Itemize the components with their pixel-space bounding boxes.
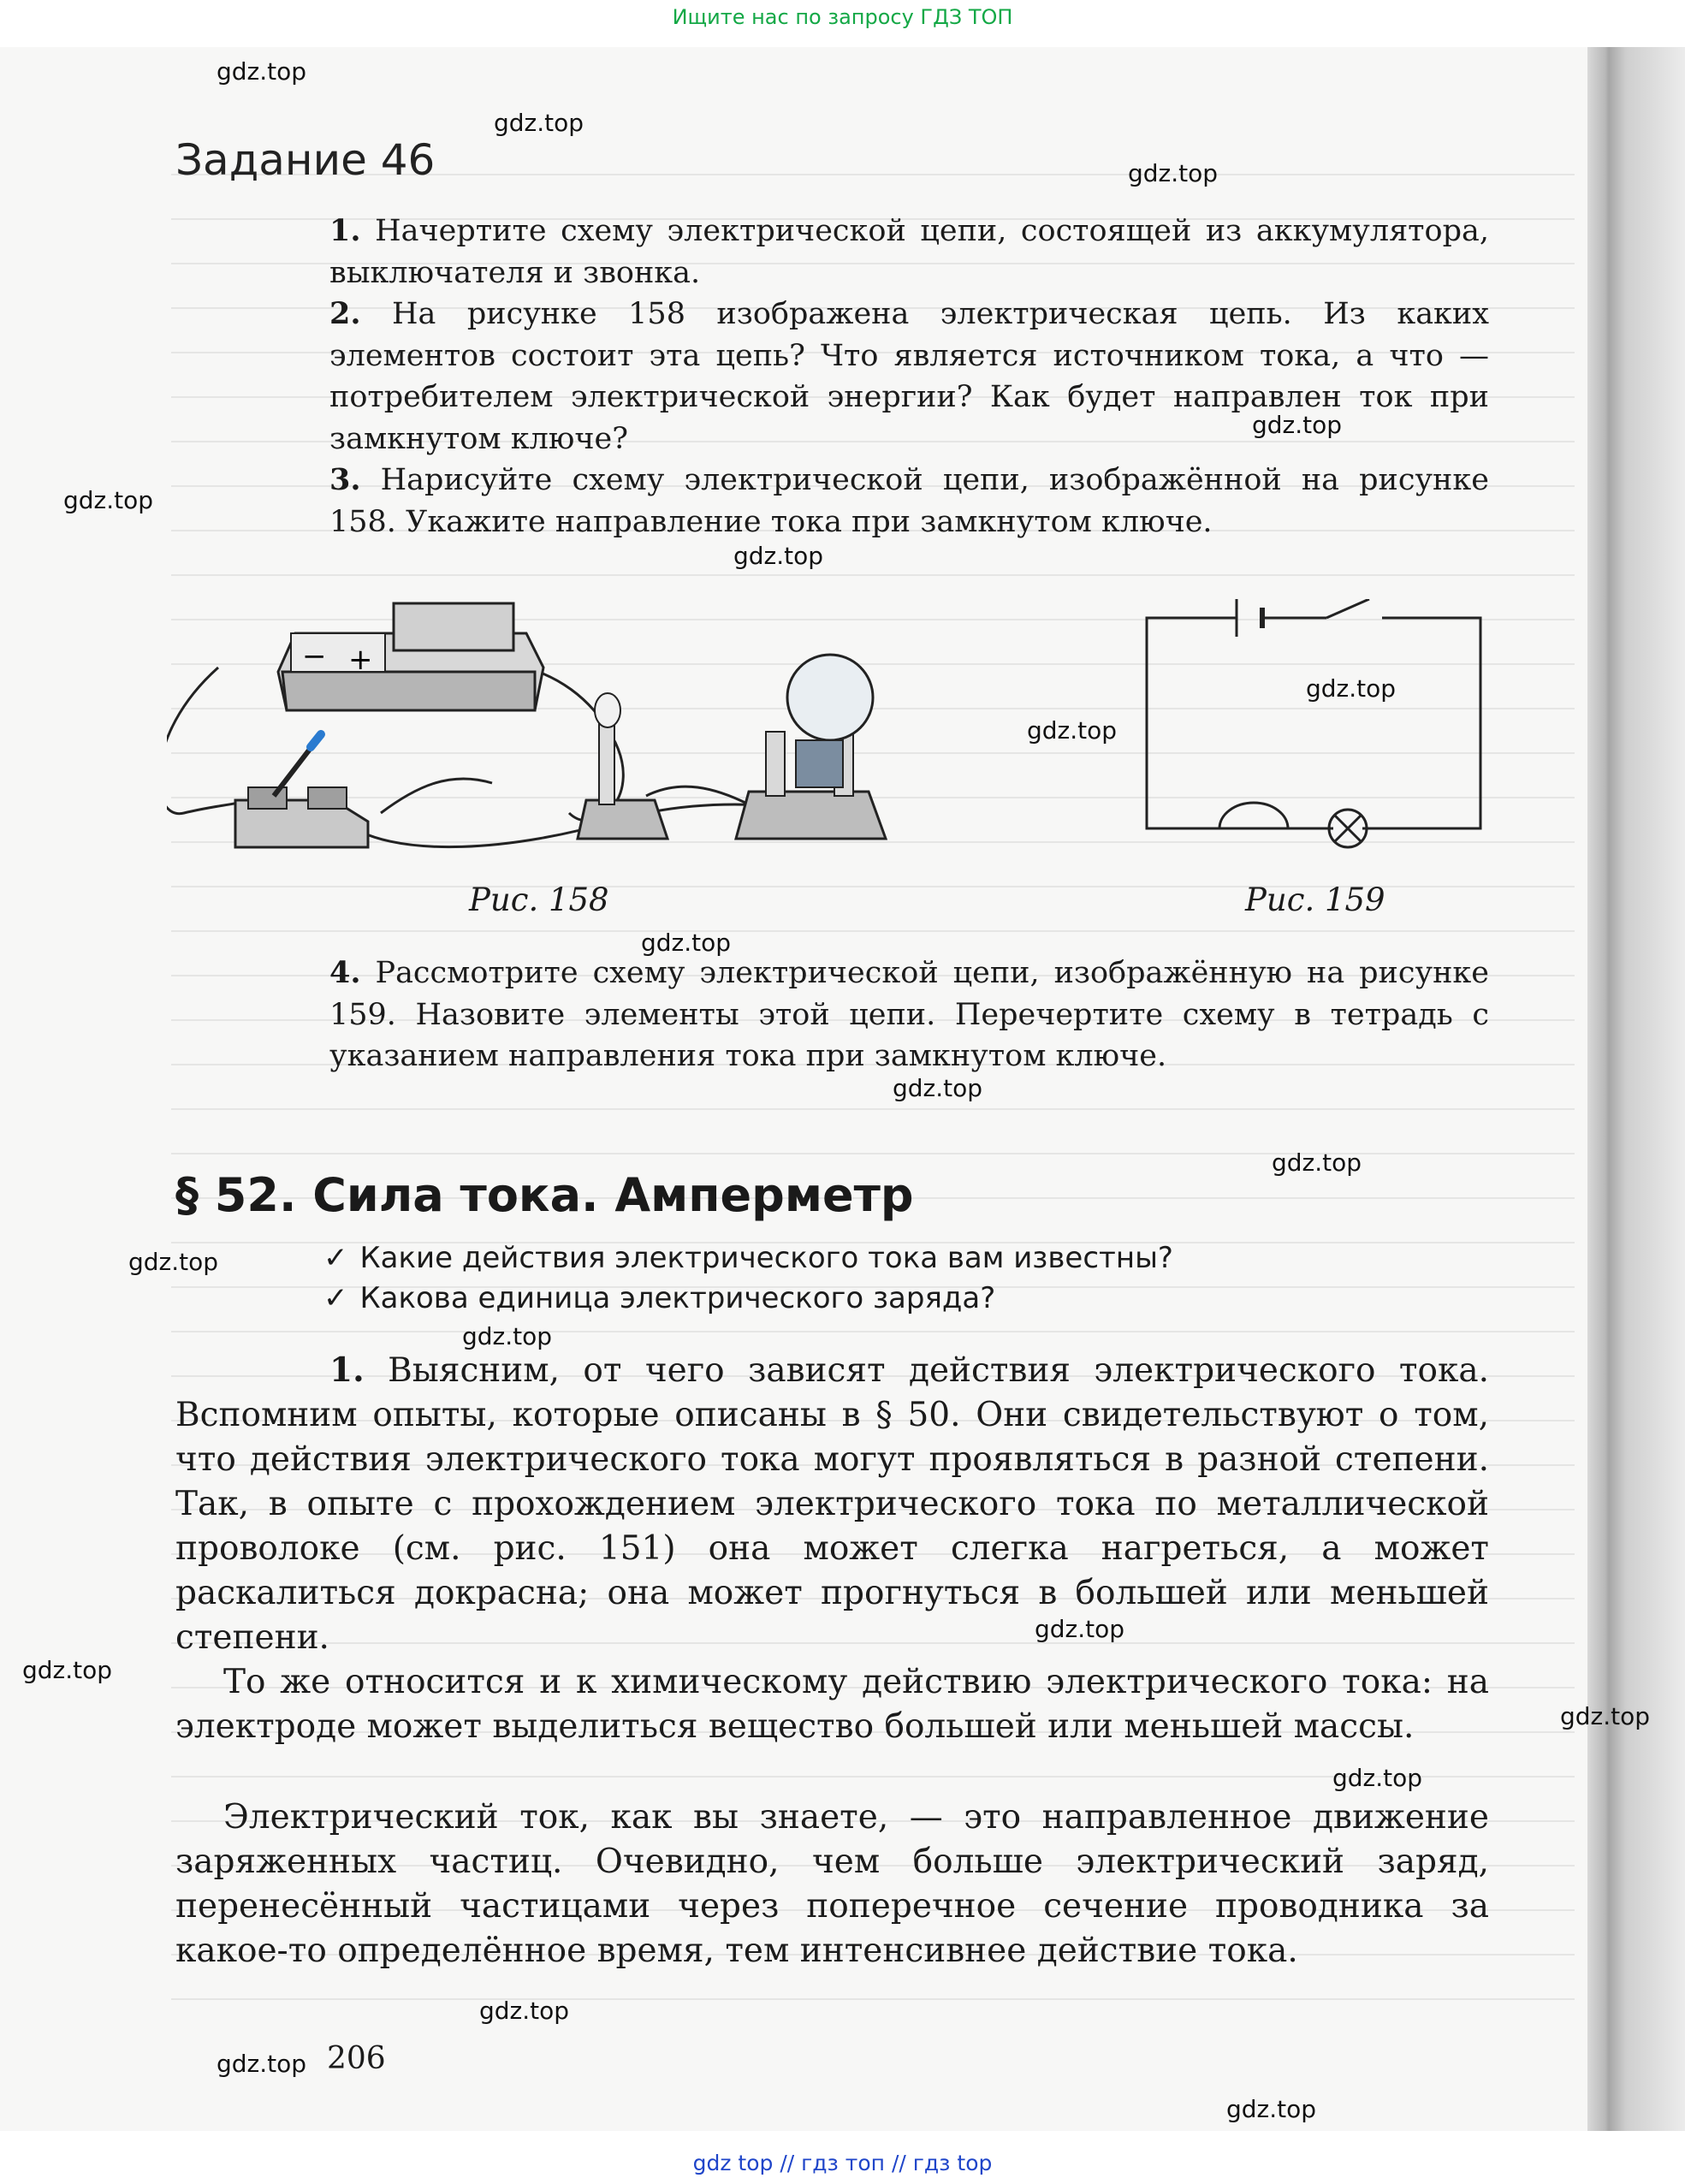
switch-blade: [1326, 599, 1369, 618]
switch-drawing: [235, 734, 368, 847]
question-2: [323, 1281, 995, 1315]
schematic-wire: [1362, 618, 1480, 828]
task-title: Задание 46: [175, 135, 436, 185]
check-icon: ✓: [323, 1241, 348, 1275]
bell-drawing: [736, 655, 886, 839]
figure-159: [1138, 599, 1498, 856]
watermark: gdz.top: [479, 1997, 570, 2025]
question-text: Какова единица электрического заряда?: [359, 1281, 996, 1315]
figure-158: [167, 591, 1151, 899]
watermark: gdz.top: [217, 2050, 307, 2078]
paragraph-3: Электрический ток, как вы знаете, — это направленное движение заряженных частиц. Очевидно, чем больше электрический заряд, перенесённый частицами через поперечное сечение проводника за какое-то определённое время, тем интенсивнее действие тока.: [175, 1798, 1489, 1970]
question-1: [323, 1241, 1173, 1275]
item-text: На рисунке 158 изображена электрическая цепь. Из каких элементов состоит эта цепь? Что является источником тока, а что — потребителем электрической энергии? Как будет направлен ток при замкнутом ключе?: [329, 297, 1489, 456]
task-item-1: [329, 211, 1489, 294]
battery-plus-label: +: [348, 643, 373, 677]
watermark: gdz.top: [494, 109, 584, 137]
watermark: gdz.top: [1560, 1702, 1651, 1730]
schematic-wire: [1147, 618, 1237, 828]
watermark: gdz.top: [63, 486, 154, 514]
watermark: gdz.top: [893, 1074, 983, 1102]
item-text: Нарисуйте схему электрической цепи, изображённой на рисунке 158. Укажите направление тока при замкнутом ключе.: [329, 463, 1489, 539]
bell-symbol: [1207, 803, 1301, 828]
watermark: gdz.top: [1128, 159, 1219, 187]
paragraph-1: [175, 1348, 1489, 1660]
watermark: gdz.top: [1332, 1764, 1423, 1792]
item-number: 3.: [329, 462, 361, 497]
paragraph-text: Выясним, от чего зависят действия электрического тока. Вспомним опыты, которые описаны в § 50. Они свидетельствуют о том, что действия электрического тока могут проявляться в разной степени. Так, в опыте с прохождением электрического тока по металлической проволоке (см. рис. 151) она может слегка нагреться, а может раскалиться докрасна; она может прогнуться в большей или меньшей степени.: [175, 1351, 1490, 1657]
item-number: 1.: [329, 213, 361, 248]
battery-minus-label: −: [302, 639, 327, 674]
paragraph-number: 1.: [329, 1350, 365, 1390]
paragraph-2: То же относится и к химическому действию электрического тока: на электроде может выделиться вещество большей или меньшей массы.: [175, 1663, 1489, 1746]
watermark: gdz.top: [1272, 1148, 1362, 1177]
watermark: gdz.top: [1306, 674, 1397, 703]
book-spine: [1587, 47, 1685, 2131]
section-title: § 52. Сила тока. Амперметр: [175, 1168, 914, 1222]
watermark: gdz.top: [22, 1656, 113, 1684]
task-item-4: [329, 953, 1489, 1077]
watermark: gdz.top: [1252, 411, 1343, 439]
watermark: gdz.top: [1226, 2095, 1317, 2123]
item-number: 2.: [329, 296, 361, 331]
task-item-3: [329, 460, 1489, 543]
bottom-banner[interactable]: gdz top // гдз топ // гдз top: [692, 2151, 993, 2175]
watermark: gdz.top: [462, 1322, 553, 1350]
watermark: gdz.top: [1035, 1615, 1125, 1643]
watermark: gdz.top: [217, 57, 307, 86]
question-text: Какие действия электрического тока вам известны?: [359, 1241, 1173, 1275]
item-text: Рассмотрите схему электрической цепи, изображённую на рисунке 159. Назовите элементы этой цепи. Перечертите схему в тетрадь с указанием направления тока при замкнутом ключе.: [329, 956, 1489, 1073]
check-icon: ✓: [323, 1281, 348, 1315]
watermark: gdz.top: [733, 542, 824, 570]
item-number: 4.: [329, 955, 361, 990]
figure-159-caption: Рис. 159: [1245, 881, 1385, 918]
top-banner[interactable]: Ищите нас по запросу ГДЗ ТОП: [672, 5, 1013, 29]
watermark: gdz.top: [641, 929, 732, 957]
watermark: gdz.top: [1027, 716, 1118, 745]
battery-drawing: [278, 603, 543, 710]
watermark: gdz.top: [128, 1248, 219, 1276]
figure-158-caption: Рис. 158: [469, 881, 609, 918]
page-number: 206: [327, 2041, 386, 2076]
item-text: Начертите схему электрической цепи, состоящей из аккумулятора, выключателя и звонка.: [329, 214, 1489, 290]
